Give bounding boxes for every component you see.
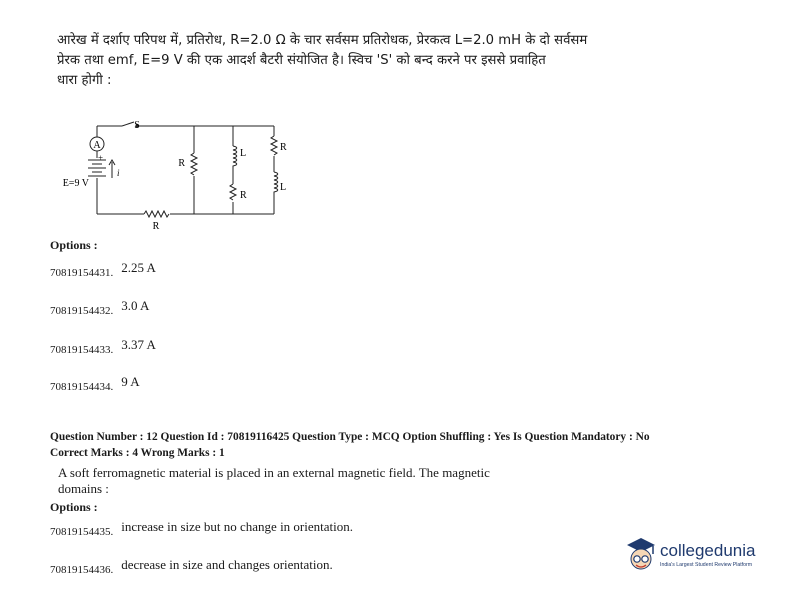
option-row-6[interactable] <box>50 557 333 578</box>
option-id: 70819154433. <box>50 344 114 356</box>
inductor-2-label: L <box>280 182 287 193</box>
question-meta-line-1: Question Number : 12 Question Id : 70819116425 Question Type : MCQ Option Shuffling : Yes Is Question Mandatory : No <box>50 431 650 443</box>
question-meta-line-2: Correct Marks : 4 Wrong Marks : 1 <box>50 447 225 459</box>
question-english-line-1: A soft ferromagnetic material is placed in an external magnetic field. The magnetic <box>58 465 490 480</box>
question-hindi-line-1: आरेख में दर्शाए परिपथ में, प्रतिरोध, R=2.0 Ω के चार सर्वसम प्रतिरोधक, प्रेरकत्व L=2.0 mH के दो सर्वसम <box>57 33 588 48</box>
resistor-branch3-icon <box>230 184 236 200</box>
current-label: i <box>117 168 120 178</box>
question-hindi <box>57 31 587 91</box>
battery-label: E=9 V <box>62 178 89 189</box>
resistor-bottom-icon <box>144 211 169 217</box>
options-title-1: Options : <box>50 238 98 252</box>
battery-plus: + <box>98 153 104 163</box>
circuit-diagram <box>52 118 302 233</box>
option-row-4[interactable] <box>50 374 140 395</box>
resistor-branch4-label: R <box>280 142 287 153</box>
option-text: 3.0 A <box>121 298 150 313</box>
option-text: 2.25 A <box>121 260 156 275</box>
option-text: increase in size but no change in orientation. <box>121 519 354 534</box>
option-id: 70819154431. <box>50 267 114 279</box>
collegedunia-mascot-icon <box>624 535 658 575</box>
option-row-2[interactable] <box>50 298 150 319</box>
inductor-2-icon <box>274 172 278 194</box>
option-row-1[interactable] <box>50 260 156 281</box>
question-hindi-line-3: धारा होगी : <box>57 73 112 88</box>
option-id: 70819154432. <box>50 305 114 317</box>
battery-icon <box>88 160 106 176</box>
question-english <box>58 465 598 497</box>
switch-label: S <box>134 120 140 131</box>
option-text: decrease in size and changes orientation. <box>121 557 333 572</box>
collegedunia-logo-text: collegedunia <box>660 541 756 560</box>
option-id: 70819154436. <box>50 564 114 576</box>
option-text: 3.37 A <box>121 337 156 352</box>
option-id: 70819154435. <box>50 526 114 538</box>
option-text: 9 A <box>121 374 140 389</box>
resistor-bottom-label: R <box>152 221 160 232</box>
option-id: 70819154434. <box>50 381 114 393</box>
resistor-branch3-label: R <box>240 190 247 201</box>
option-row-3[interactable] <box>50 337 156 358</box>
option-row-5[interactable] <box>50 519 354 540</box>
options-title-2: Options : <box>50 500 98 514</box>
collegedunia-tagline: India's Largest Student Review Platform <box>660 562 753 568</box>
question-english-line-2: domains : <box>58 481 109 496</box>
question-hindi-line-2: प्रेरक तथा emf, E=9 V की एक आदर्श बैटरी संयोजित है। स्विच 'S' को बन्द करने पर इससे प्रवाहित <box>57 53 546 68</box>
resistor-middle-label: R <box>178 158 185 169</box>
resistor-middle-icon <box>191 153 197 175</box>
inductor-1-label: L <box>240 148 247 159</box>
resistor-branch4-icon <box>271 136 277 155</box>
inductor-1-icon <box>233 146 237 168</box>
ammeter-label: A <box>93 140 101 151</box>
